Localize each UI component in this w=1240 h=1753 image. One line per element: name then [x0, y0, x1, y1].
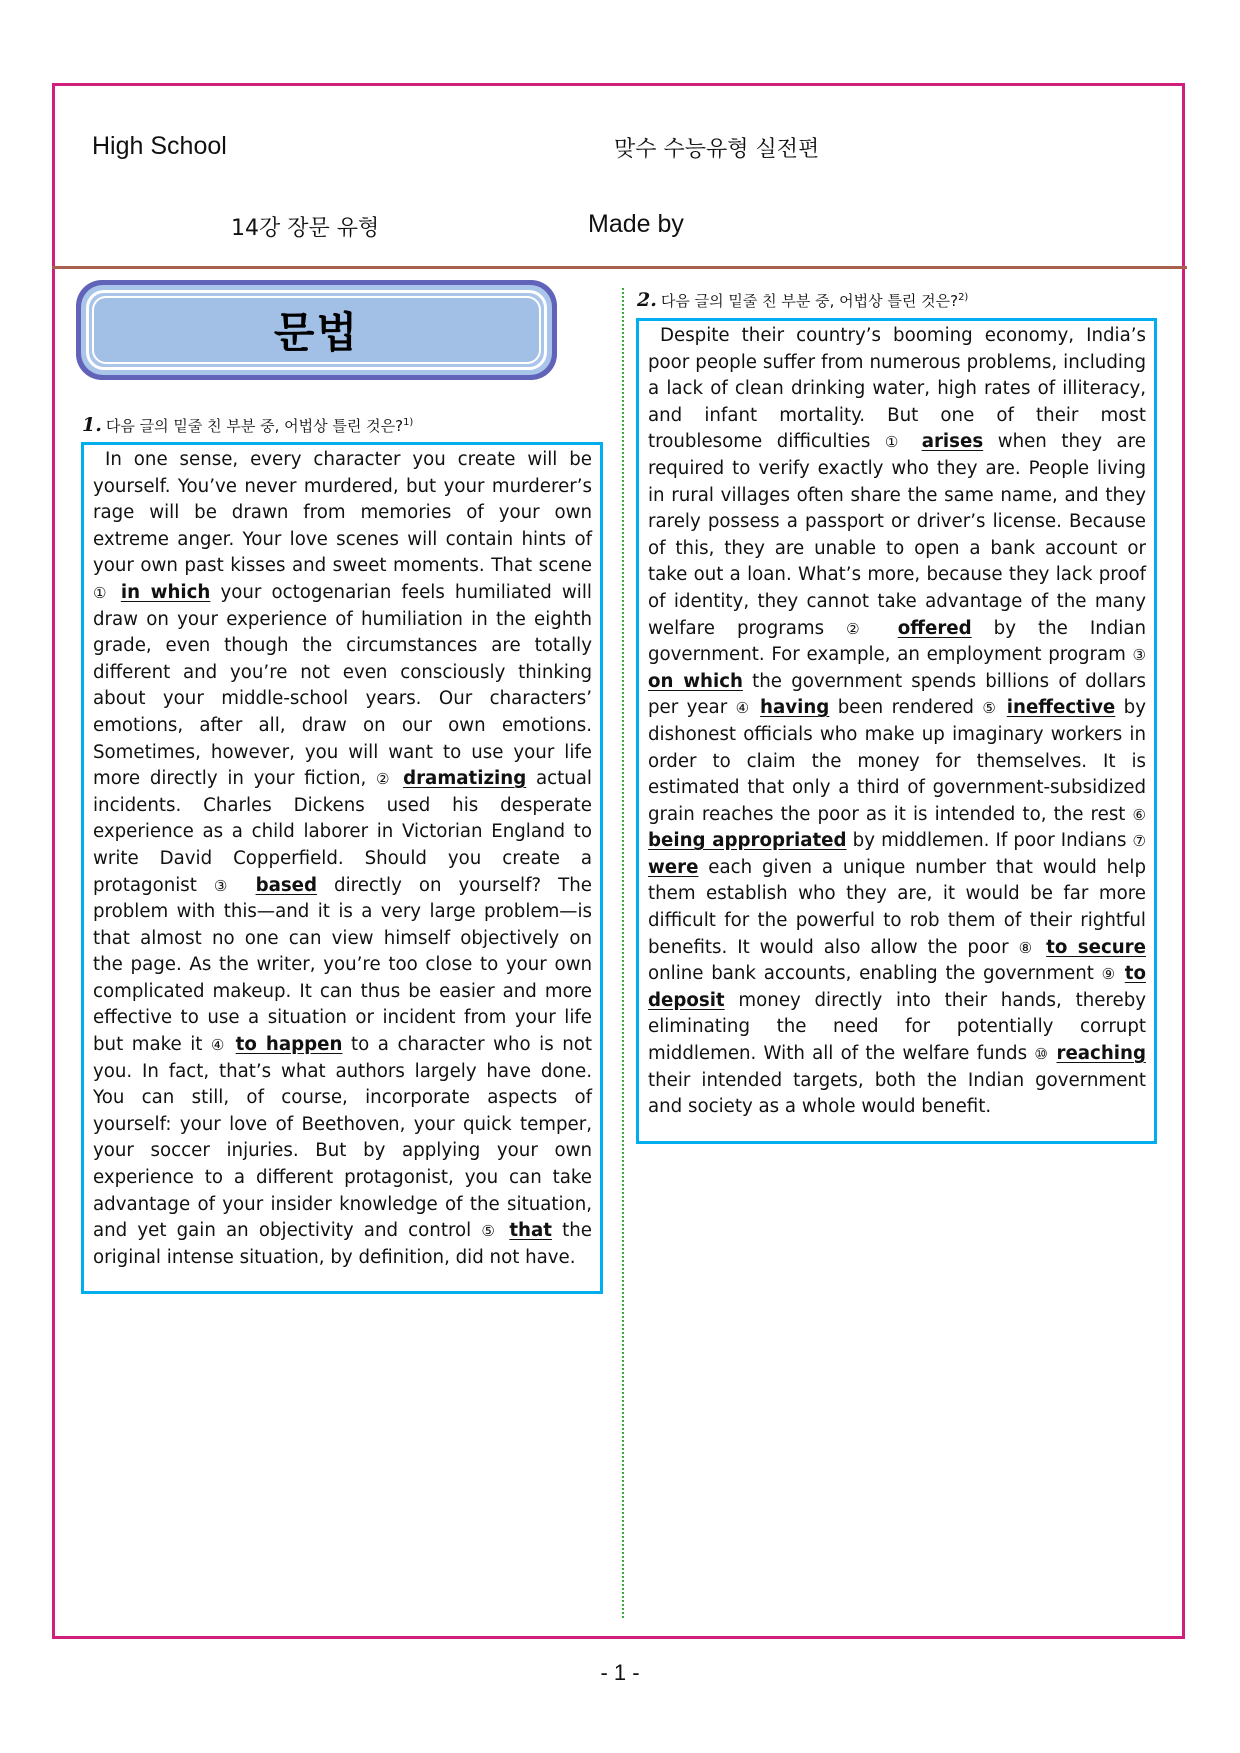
lesson-title: 14강 장문 유형 [231, 216, 380, 241]
question-prompt: 다음 글의 밑줄 친 부분 중, 어법상 틀린 것은? [660, 292, 959, 310]
underlined-choice: being appropriated [648, 830, 847, 852]
underlined-choice: to secure [1046, 936, 1146, 958]
underlined-choice: based [255, 874, 318, 896]
underlined-choice: were [648, 856, 699, 878]
underlined-choice: to deposit [648, 963, 1146, 1011]
choice-number: ③ [1132, 646, 1146, 665]
choice-number: ⑤ [982, 699, 999, 718]
made-by-label: Made by [588, 210, 684, 238]
underlined-choice: to happen [235, 1034, 343, 1056]
choice-number: ② [846, 619, 876, 638]
question-2-passage [636, 318, 1157, 1144]
column-divider [622, 288, 624, 1618]
question-2-heading [637, 289, 968, 311]
section-title: 문법 [273, 308, 360, 357]
series-title: 맞수 수능유형 실전편 [614, 137, 820, 162]
question-1-heading [82, 414, 413, 436]
underlined-choice: on which [648, 670, 743, 692]
underlined-choice: offered [897, 617, 972, 639]
footnote-ref: 2) [958, 292, 969, 303]
passage-text: In one sense, every character you create will be yourself. You’ve never murdered, but your murderer’s rage will be drawn from memories of your own extreme anger. Your love scenes will contain hints of your own past kisses and sweet moments. That scene ① in which your octogenarian feels humiliated will draw on your experience of humiliation in the eighth grade, even though the circumstances are totally different and you’re not even consciously thinking about your middle-school years. Our characters’ emotions, after all, draw on our own emotions. Sometimes, however, you will want to use your life more directly in your fiction, ② dramatizing actual incidents. Charles Dickens used his desperate experience as a child laborer in Victorian England to write David Copperfield. Should you create a protagonist ③ based directly on yourself? The problem with this—and it is a very large problem—is that almost no one can view himself objectively on the page. As the writer, you’re too close to your own complicated makeup. It can thus be easier and more effective to use a situation or incident from your life but make it ④ to happen to a character who is not you. In fact, that’s what authors largely have done. You can still, of course, incorporate aspects of yourself: your love of Beethoven, your quick temper, your soccer injuries. But by applying your own experience to a different protagonist, you can take advantage of your insider knowledge of the situation, and yet gain an objectivity and control ⑤ that the original intense situation, by definition, did not have. [93, 449, 592, 1268]
question-number: 2. [637, 289, 657, 311]
choice-number: ③ [213, 876, 239, 895]
choice-number: ⑧ [1018, 938, 1037, 957]
passage-text: Despite their country’s booming economy, India’s poor people suffer from numerous problems, including a lack of clean drinking water, high rates of illiteracy, and infant mortality. But one of their most troublesome difficulties ① arises when they are required to verify exactly who they are. People living in rural villages often share the same name, and they rarely possess a passport or driver’s license. Because of this, they are unable to open a bank account or take out a loan. What’s more, because they lack proof of identity, they cannot take advantage of the many welfare programs ② offered by the Indian government. For example, an employment program ③ on which the government spends billions of dollars per year ④ having been rendered ⑤ ineffective by dishonest officials who make up imaginary workers in order to claim the money for themselves. It is estimated that only a third of government-subsidized grain reaches the poor as it is intended to, the rest ⑥ being appropriated by middlemen. If poor Indians ⑦ were each given a unique number that would help them establish who they are, it would be far more difficult for the powerful to rob them of their rightful benefits. It would also allow the poor ⑧ to secure online bank accounts, enabling the government ⑨ to deposit money directly into their hands, thereby eliminating the need for potentially corrupt middlemen. With all of the welfare funds ⑩ reaching their intended targets, both the Indian government and society as a whole would benefit. [648, 325, 1146, 1118]
choice-number: ⑨ [1101, 965, 1118, 984]
underlined-choice: that [509, 1220, 552, 1242]
page-number: - 1 - [600, 1660, 640, 1685]
question-prompt: 다음 글의 밑줄 친 부분 중, 어법상 틀린 것은? [105, 417, 404, 435]
section-banner [76, 280, 557, 380]
underlined-choice: in which [120, 581, 211, 603]
choice-number: ⑦ [1132, 832, 1146, 851]
choice-number: ④ [210, 1036, 228, 1055]
underlined-choice: reaching [1056, 1043, 1146, 1065]
underlined-choice: having [760, 697, 830, 719]
underlined-choice: arises [921, 431, 984, 453]
header-divider [52, 266, 1187, 269]
question-number: 1. [82, 414, 102, 436]
underlined-choice: dramatizing [403, 768, 527, 790]
choice-number: ⑤ [481, 1222, 500, 1241]
school-level-label: High School [92, 132, 227, 160]
choice-number: ⑥ [1132, 805, 1146, 824]
choice-number: ⑩ [1034, 1045, 1050, 1064]
choice-number: ② [375, 770, 394, 789]
footnote-ref: 1) [403, 417, 414, 428]
question-1-passage [81, 442, 603, 1294]
choice-number: ① [884, 433, 908, 452]
underlined-choice: ineffective [1006, 697, 1116, 719]
choice-number: ① [93, 583, 111, 602]
choice-number: ④ [735, 699, 752, 718]
